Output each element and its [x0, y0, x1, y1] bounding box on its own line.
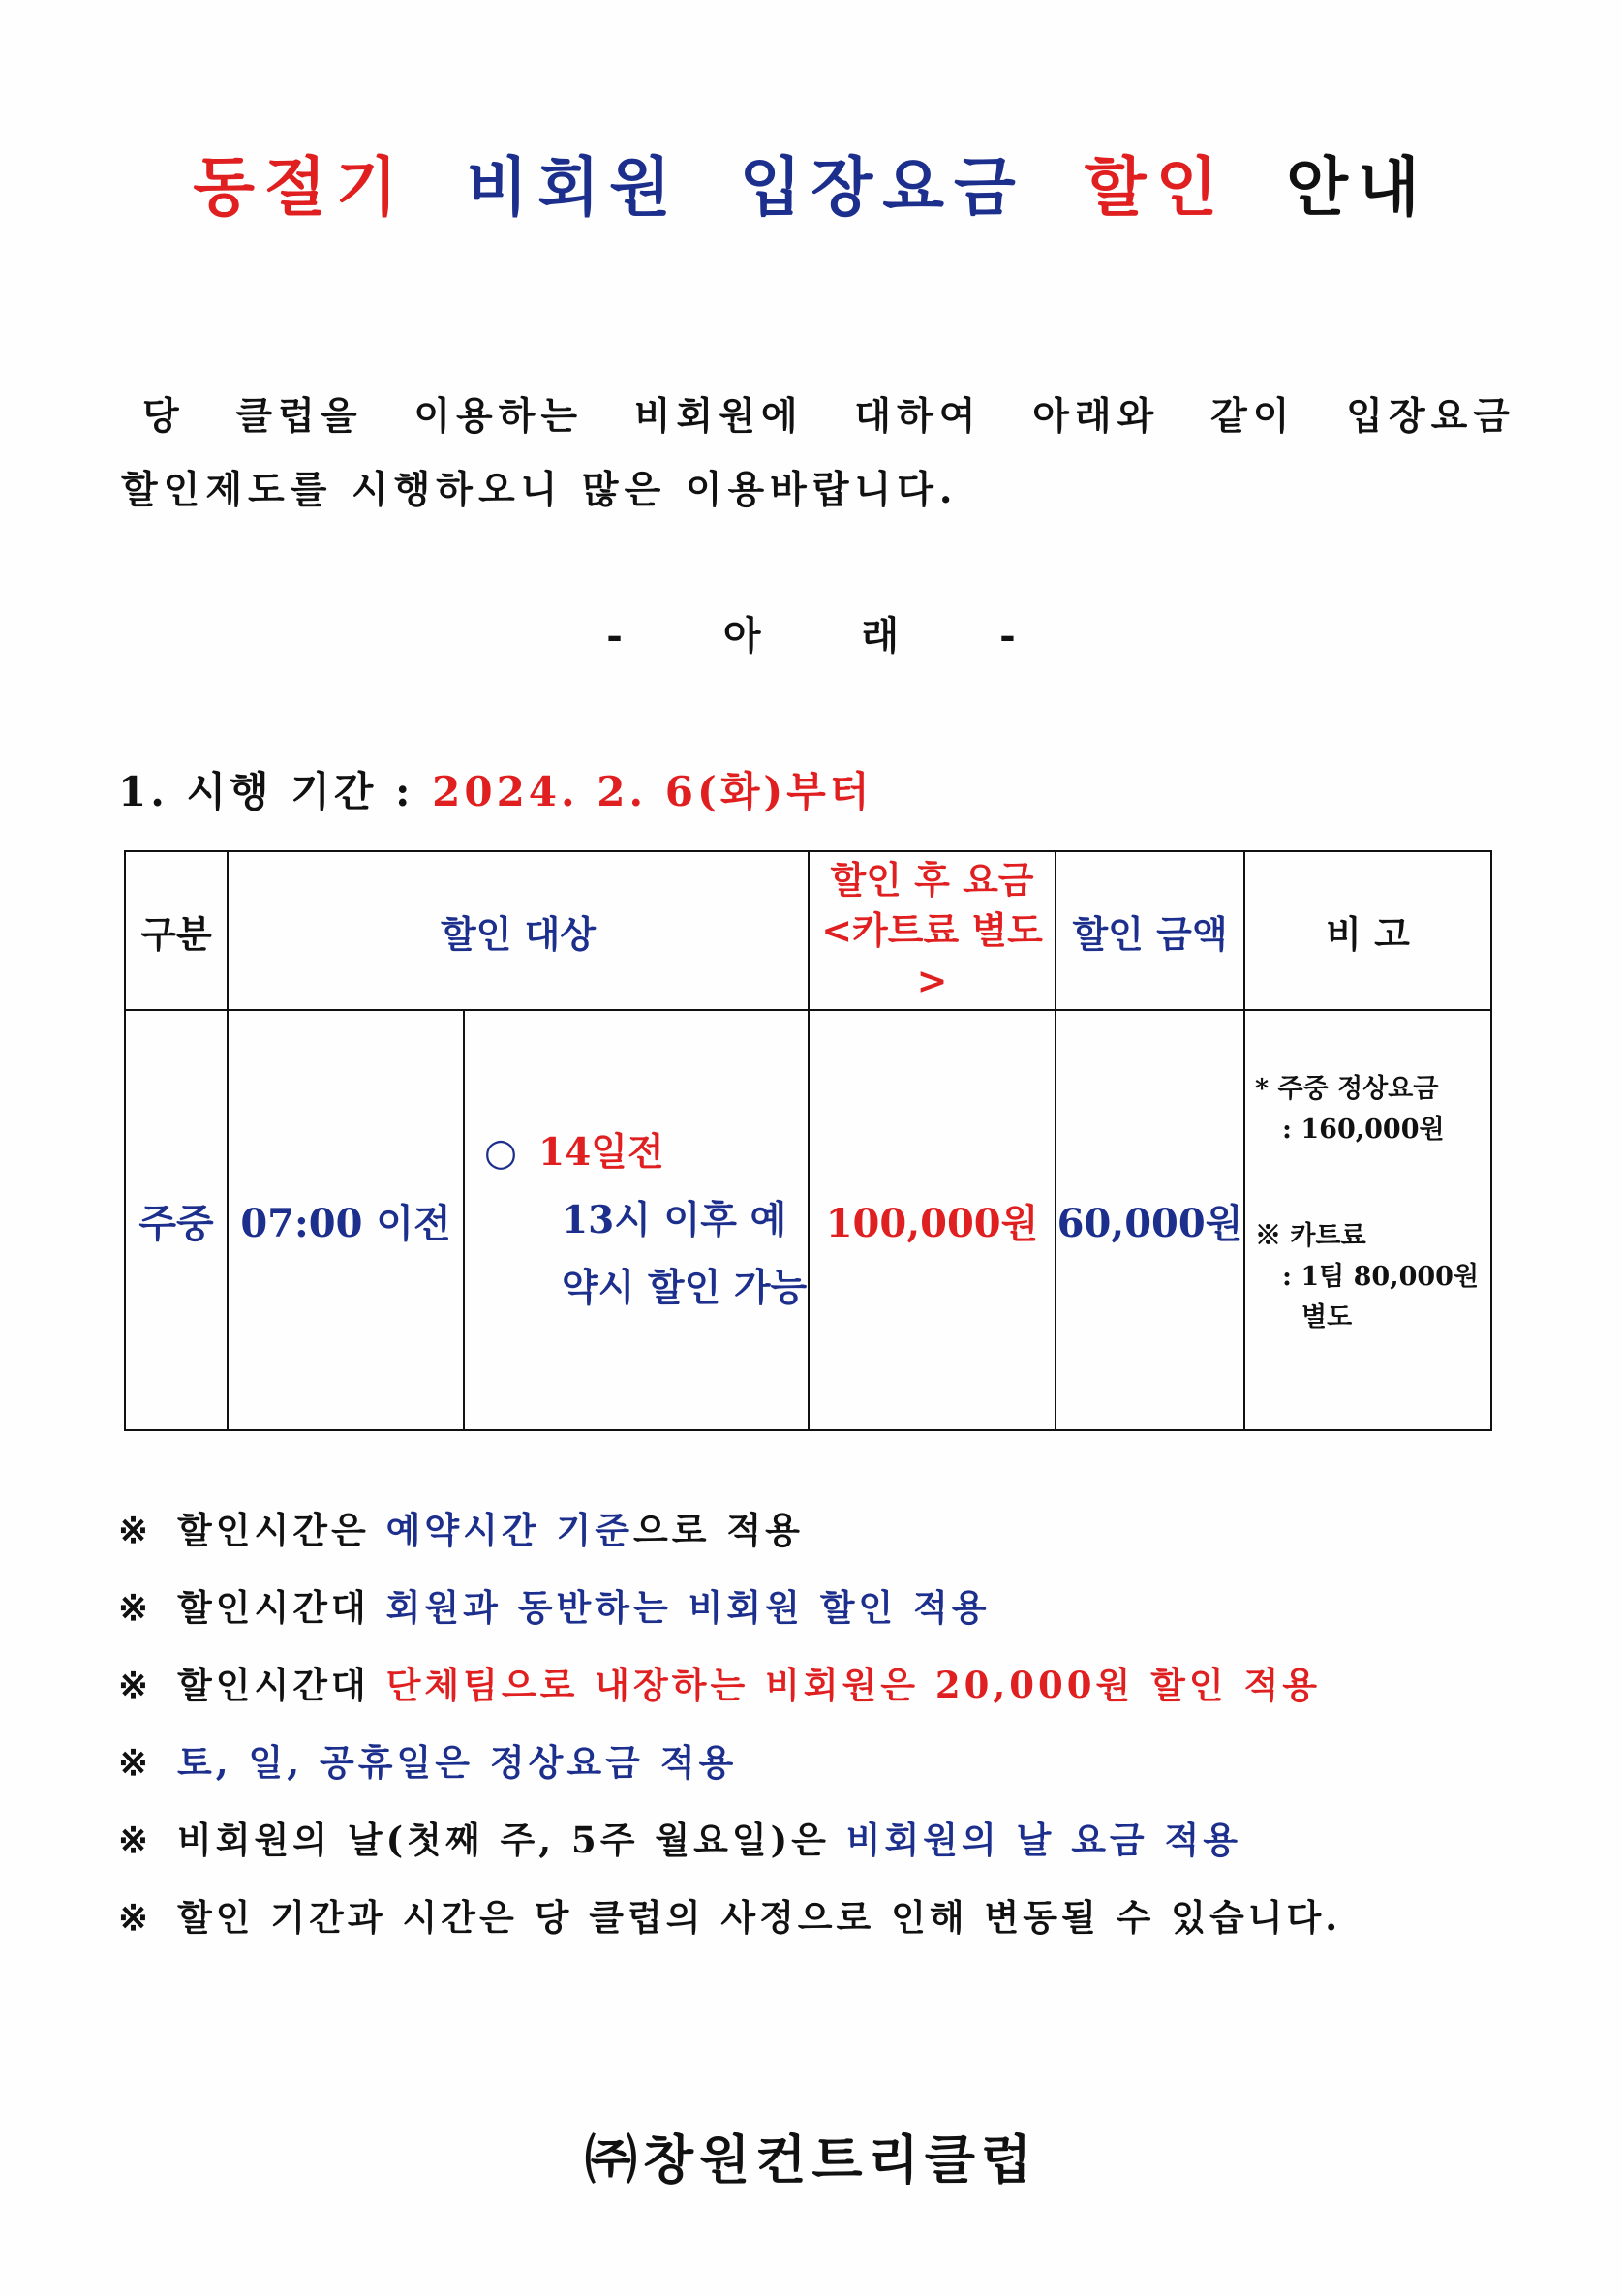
- note-item: [118, 1733, 1551, 1811]
- note-prefix: 할인시간대: [177, 1586, 370, 1629]
- header-fee-after-line2: <카트료 별도>: [821, 908, 1043, 1002]
- note-prefix: 할인시간대: [177, 1664, 370, 1706]
- title-part-2: 비회원: [466, 149, 681, 225]
- note-prefix: 할인시간은: [177, 1509, 370, 1551]
- note-mark: ※: [118, 1586, 153, 1629]
- title-part-1: 동절기: [193, 149, 408, 225]
- header-gubun: 구분: [125, 851, 228, 1010]
- period-line: [118, 760, 872, 818]
- note-item: [118, 1501, 1551, 1578]
- header-remarks: 비 고: [1244, 851, 1491, 1010]
- intro-paragraph: [121, 380, 1515, 527]
- intro-line-2: 할인제도를 시행하오니 많은 이용바랍니다.: [121, 468, 959, 512]
- cond-line-3: 약시 할인 가능: [562, 1266, 808, 1310]
- fee-table: [124, 850, 1492, 1431]
- cond-days: 14일전: [538, 1130, 664, 1175]
- note-mark: ※: [118, 1741, 153, 1784]
- title-part-5: 안내: [1286, 149, 1429, 225]
- section-heading: [0, 605, 1622, 660]
- table-header-row: [125, 851, 1491, 1010]
- title-part-3: 입장요금: [739, 149, 1025, 225]
- note-prefix: 할인 기간과 시간은 당 클럽의 사정으로 인해 변동될 수 있습니다.: [177, 1896, 1342, 1939]
- note-highlight: 단체팀으로 내장하는 비회원은 20,000원 할인 적용: [385, 1664, 1321, 1706]
- heading-char-a: 아: [722, 613, 761, 658]
- page-title: [0, 136, 1622, 228]
- note-mark: ※: [118, 1819, 153, 1861]
- note-highlight: 비회원의 날 요금 적용: [845, 1819, 1242, 1861]
- remark-2-title: ※ 카트료: [1255, 1221, 1366, 1251]
- note-item: [118, 1578, 1551, 1656]
- note-highlight: 회원과 동반하는 비회원 할인 적용: [385, 1586, 991, 1629]
- note-item: [118, 1656, 1551, 1733]
- cell-discount: 60,000원: [1056, 1010, 1244, 1430]
- note-highlight: 토, 일, 공휴일은 정상요금 적용: [177, 1741, 738, 1784]
- note-prefix: 비회원의 날(첫째 주, 5주 월요일)은: [177, 1819, 830, 1861]
- company-name: ㈜창원컨트리클럽: [584, 2128, 1038, 2190]
- cell-time: 07:00 이전: [228, 1010, 464, 1430]
- notes-list: [118, 1501, 1551, 1966]
- note-item: [118, 1888, 1551, 1966]
- period-label: 1. 시행 기간 :: [118, 768, 414, 815]
- title-part-4: 할인: [1084, 149, 1228, 225]
- intro-line-1: 당 클럽을 이용하는 비회원에 대하여 아래와 같이 입장요금: [142, 394, 1515, 439]
- cell-condition: [464, 1010, 809, 1430]
- header-target: 할인 대상: [228, 851, 809, 1010]
- period-value: 2024. 2. 6(화)부터: [432, 768, 873, 815]
- remark-2-value: : 1팀 80,000원: [1282, 1262, 1480, 1292]
- dash-left: -: [606, 613, 623, 658]
- cond-line-2: 13시 이후 예: [562, 1198, 787, 1242]
- header-discount: 할인 금액: [1056, 851, 1244, 1010]
- table-row: [125, 1010, 1491, 1430]
- heading-char-rae: 래: [861, 613, 900, 658]
- cell-fee-after: 100,000원: [809, 1010, 1056, 1430]
- note-suffix: 으로 적용: [632, 1509, 804, 1551]
- remark-2-value-2: 별도: [1301, 1302, 1353, 1332]
- cell-remarks: [1244, 1010, 1491, 1430]
- note-mark: ※: [118, 1664, 153, 1706]
- note-mark: ※: [118, 1509, 153, 1551]
- dash-right: -: [999, 613, 1016, 658]
- note-item: [118, 1811, 1551, 1888]
- note-highlight: 예약시간 기준: [385, 1509, 633, 1551]
- remark-1-title: * 주중 정상요금: [1255, 1074, 1439, 1104]
- circle-bullet: ○: [484, 1130, 518, 1175]
- header-fee-after: [809, 851, 1056, 1010]
- remark-1-value: : 160,000원: [1282, 1115, 1445, 1145]
- cell-gubun: 주중: [125, 1010, 228, 1430]
- header-fee-after-line1: 할인 후 요금: [830, 858, 1034, 902]
- note-mark: ※: [118, 1896, 153, 1939]
